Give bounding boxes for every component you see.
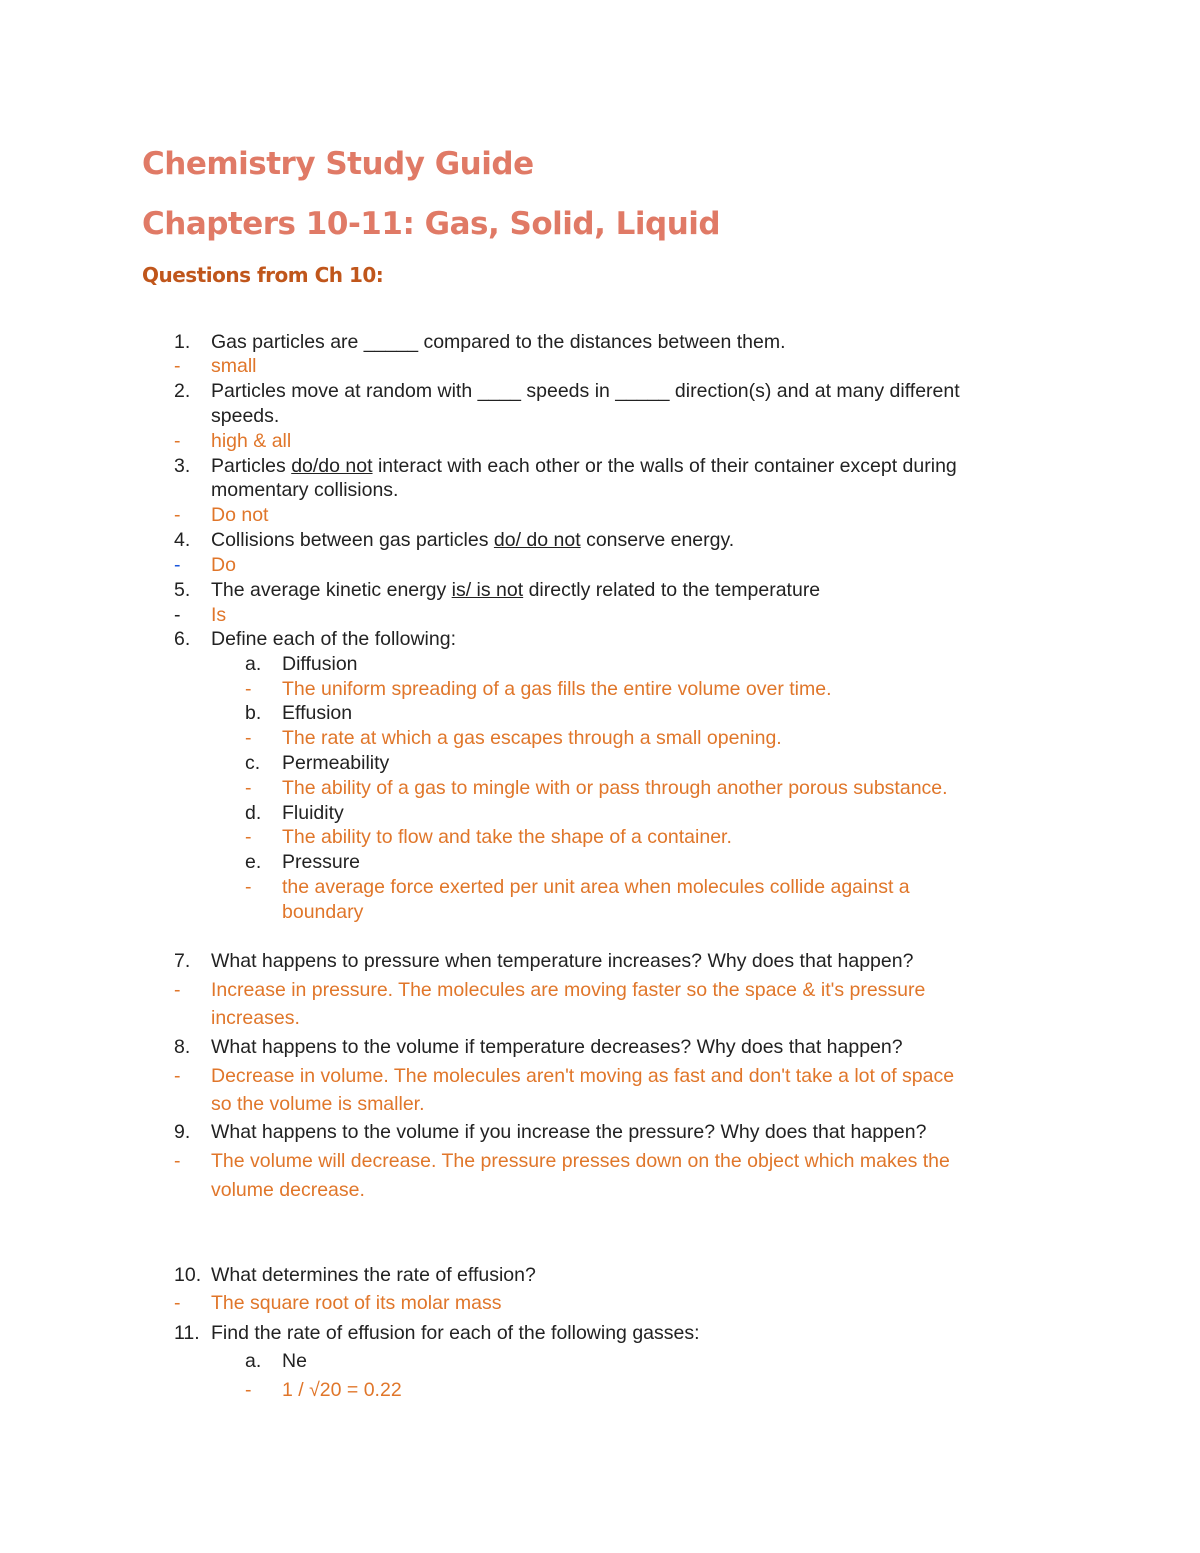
question-number: 4. [174,529,191,551]
question-text [211,578,820,602]
subitem-term: Pressure [282,851,361,873]
question-number: 9. [174,1121,191,1143]
definition-text: The ability of a gas to mingle with or pass through another porous substance. [282,777,948,799]
answer-text: Decrease in volume. The molecules aren't moving as fast and don't take a lot of space [211,1065,955,1087]
question-text-pre: The average kinetic energy [211,579,452,601]
answer-bullet: - [174,430,181,452]
question-text: Particles move at random with ____ speeds in _____ direction(s) and at many different [211,380,960,402]
answer-bullet: - [174,504,181,526]
subitem-letter: b. [245,702,262,724]
subitem-term: Ne [282,1350,307,1372]
subitem-term: Permeability [282,752,390,774]
answer-bullet: - [174,1150,181,1172]
subitem-term: Diffusion [282,653,358,675]
answer-text: Do [211,554,236,576]
answer-bullet: - [174,979,181,1001]
answer-bullet: - [174,1292,181,1314]
question-number: 6. [174,628,191,650]
answer-bullet: - [174,1065,181,1087]
answer-bullet: - [245,678,252,700]
answer-text: volume decrease. [211,1179,365,1201]
definition-text: boundary [282,901,364,923]
answer-bullet: - [174,554,181,576]
question-number: 2. [174,380,191,402]
answer-bullet: - [245,777,252,799]
question-number: 11. [174,1322,200,1344]
question-text-pre: Particles [211,455,292,477]
answer-text: 1 / √20 = 0.22 [282,1379,402,1401]
answer-text: Increase in pressure. The molecules are moving faster so the space & it's pressure [211,979,926,1001]
subitem-letter: d. [245,802,262,824]
question-text: What determines the rate of effusion? [211,1264,536,1286]
question-text-post: conserve energy. [580,529,735,551]
question-text [211,528,734,552]
question-text: What happens to the volume if temperature decreases? Why does that happen? [211,1036,903,1058]
answer-bullet: - [174,604,181,626]
answer-bullet: - [245,876,252,898]
answer-bullet: - [245,727,252,749]
answer-bullet: - [245,826,252,848]
underlined-choice: is/ is not [451,579,524,601]
question-number: 7. [174,950,191,972]
definition-text: The uniform spreading of a gas fills the entire volume over time. [282,678,832,700]
definition-text: the average force exerted per unit area when molecules collide against a [282,876,910,898]
definition-text: The rate at which a gas escapes through a small opening. [282,727,782,749]
page-title: Chemistry Study Guide [142,146,534,182]
answer-text: so the volume is smaller. [211,1093,425,1115]
subitem-letter: e. [245,851,262,873]
question-text [211,454,957,478]
question-text: What happens to pressure when temperature increases? Why does that happen? [211,950,914,972]
chapters-heading: Chapters 10-11: Gas, Solid, Liquid [142,206,721,242]
question-text: Gas particles are _____ compared to the distances between them. [211,331,786,353]
subitem-letter: a. [245,1350,262,1372]
subitem-letter: a. [245,653,262,675]
answer-text: The volume will decrease. The pressure presses down on the object which makes the [211,1150,950,1172]
question-number: 8. [174,1036,191,1058]
answer-text: increases. [211,1007,300,1029]
question-text: What happens to the volume if you increase the pressure? Why does that happen? [211,1121,927,1143]
answer-text: Do not [211,504,269,526]
underlined-choice: do/ do not [493,529,581,551]
question-number: 3. [174,455,191,477]
answer-text: high & all [211,430,292,452]
question-number: 10. [174,1264,202,1286]
underlined-choice: do/do not [291,455,373,477]
question-text: momentary collisions. [211,479,399,501]
question-text-post: interact with each other or the walls of their container except during [372,455,957,477]
subitem-term: Fluidity [282,802,344,824]
answer-bullet: - [174,355,181,377]
question-text-post: directly related to the temperature [523,579,821,601]
answer-text: small [211,355,257,377]
answer-bullet: - [245,1379,252,1401]
question-number: 1. [174,331,191,353]
question-text: Define each of the following: [211,628,456,650]
subitem-term: Effusion [282,702,353,724]
answer-text: The square root of its molar mass [211,1292,502,1314]
section-heading: Questions from Ch 10: [142,263,384,287]
subitem-letter: c. [245,752,261,774]
question-text: speeds. [211,405,280,427]
question-text-pre: Collisions between gas particles [211,529,494,551]
answer-text: Is [211,604,227,626]
question-number: 5. [174,579,191,601]
definition-text: The ability to flow and take the shape of a container. [282,826,732,848]
question-text: Find the rate of effusion for each of the following gasses: [211,1322,700,1344]
